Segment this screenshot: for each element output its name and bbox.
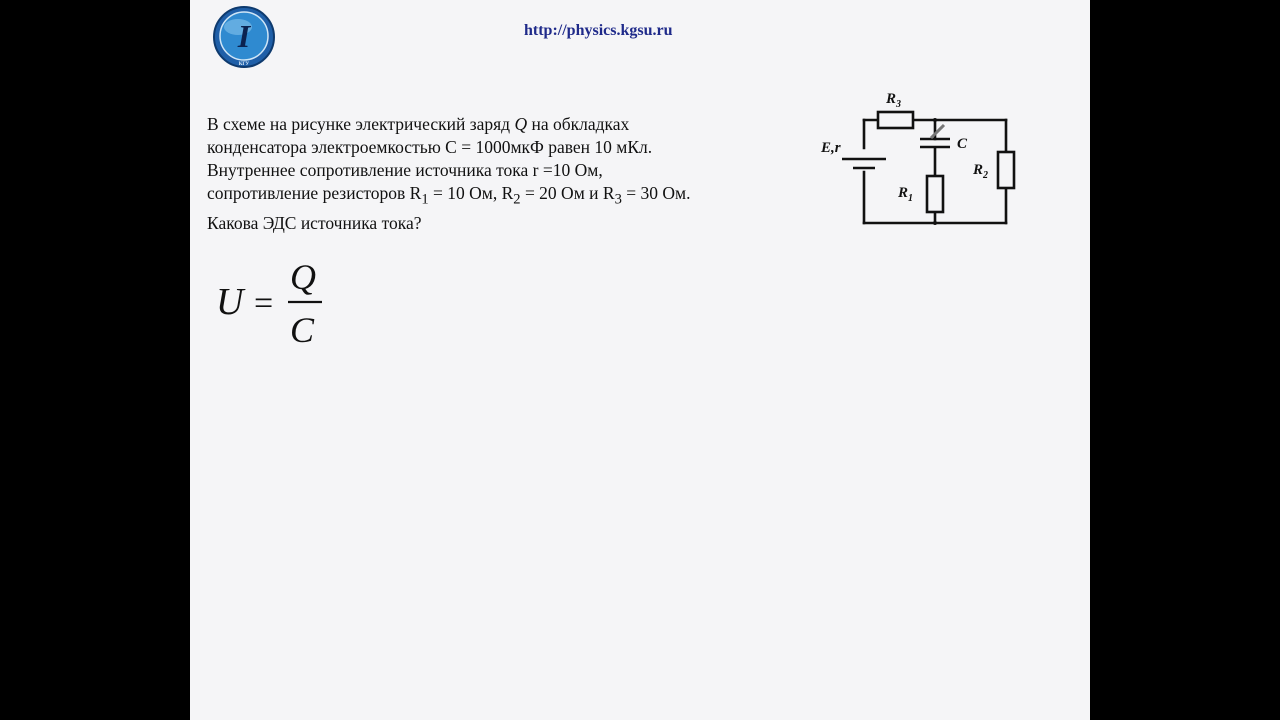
kgsu-logo xyxy=(212,5,276,69)
logo-ring-text: КГУ xyxy=(238,62,250,67)
problem-line-4: сопротивление резисторов $R_1 = 10$ Ом, $R_2 = 20$ Ом и $R_3 = 30$ Ом. xyxy=(207,183,691,208)
logo-letter: I xyxy=(237,18,251,54)
label-r2: $R_2$ xyxy=(973,162,989,181)
label-source: E,r xyxy=(821,140,841,156)
formula-lhs: U xyxy=(216,281,244,323)
formula-u-equals-q-over-c xyxy=(214,255,334,355)
circuit-diagram xyxy=(818,80,1030,240)
formula-numerator: Q xyxy=(290,257,316,297)
site-url: http://physics.kgsu.ru xyxy=(524,22,673,39)
formula-equals: = xyxy=(254,285,274,322)
resistor-r2 xyxy=(998,152,1014,188)
label-r3: $R_3$ xyxy=(886,91,902,110)
junction-bottom xyxy=(933,221,937,225)
problem-line-5: Какова ЭДС источника тока? xyxy=(207,212,422,233)
label-capacitor: C xyxy=(957,136,968,152)
problem-line-2: конденсатора электроемкостью C = 1000мкФ равен 10 мКл. xyxy=(207,137,653,157)
resistor-r3 xyxy=(878,112,913,128)
capacitor-marker xyxy=(931,125,944,138)
slide xyxy=(190,0,1090,720)
label-r1: $R_1$ xyxy=(898,185,914,204)
resistor-r1 xyxy=(927,176,943,212)
junction-top xyxy=(933,118,937,122)
problem-line-3: Внутреннее сопротивление источника тока r =10 Ом, xyxy=(207,160,603,180)
formula-denominator: C xyxy=(290,310,315,350)
problem-line-1: В схеме на рисунке электрический заряд Q на обкладках xyxy=(207,114,630,134)
problem-text xyxy=(207,113,807,235)
